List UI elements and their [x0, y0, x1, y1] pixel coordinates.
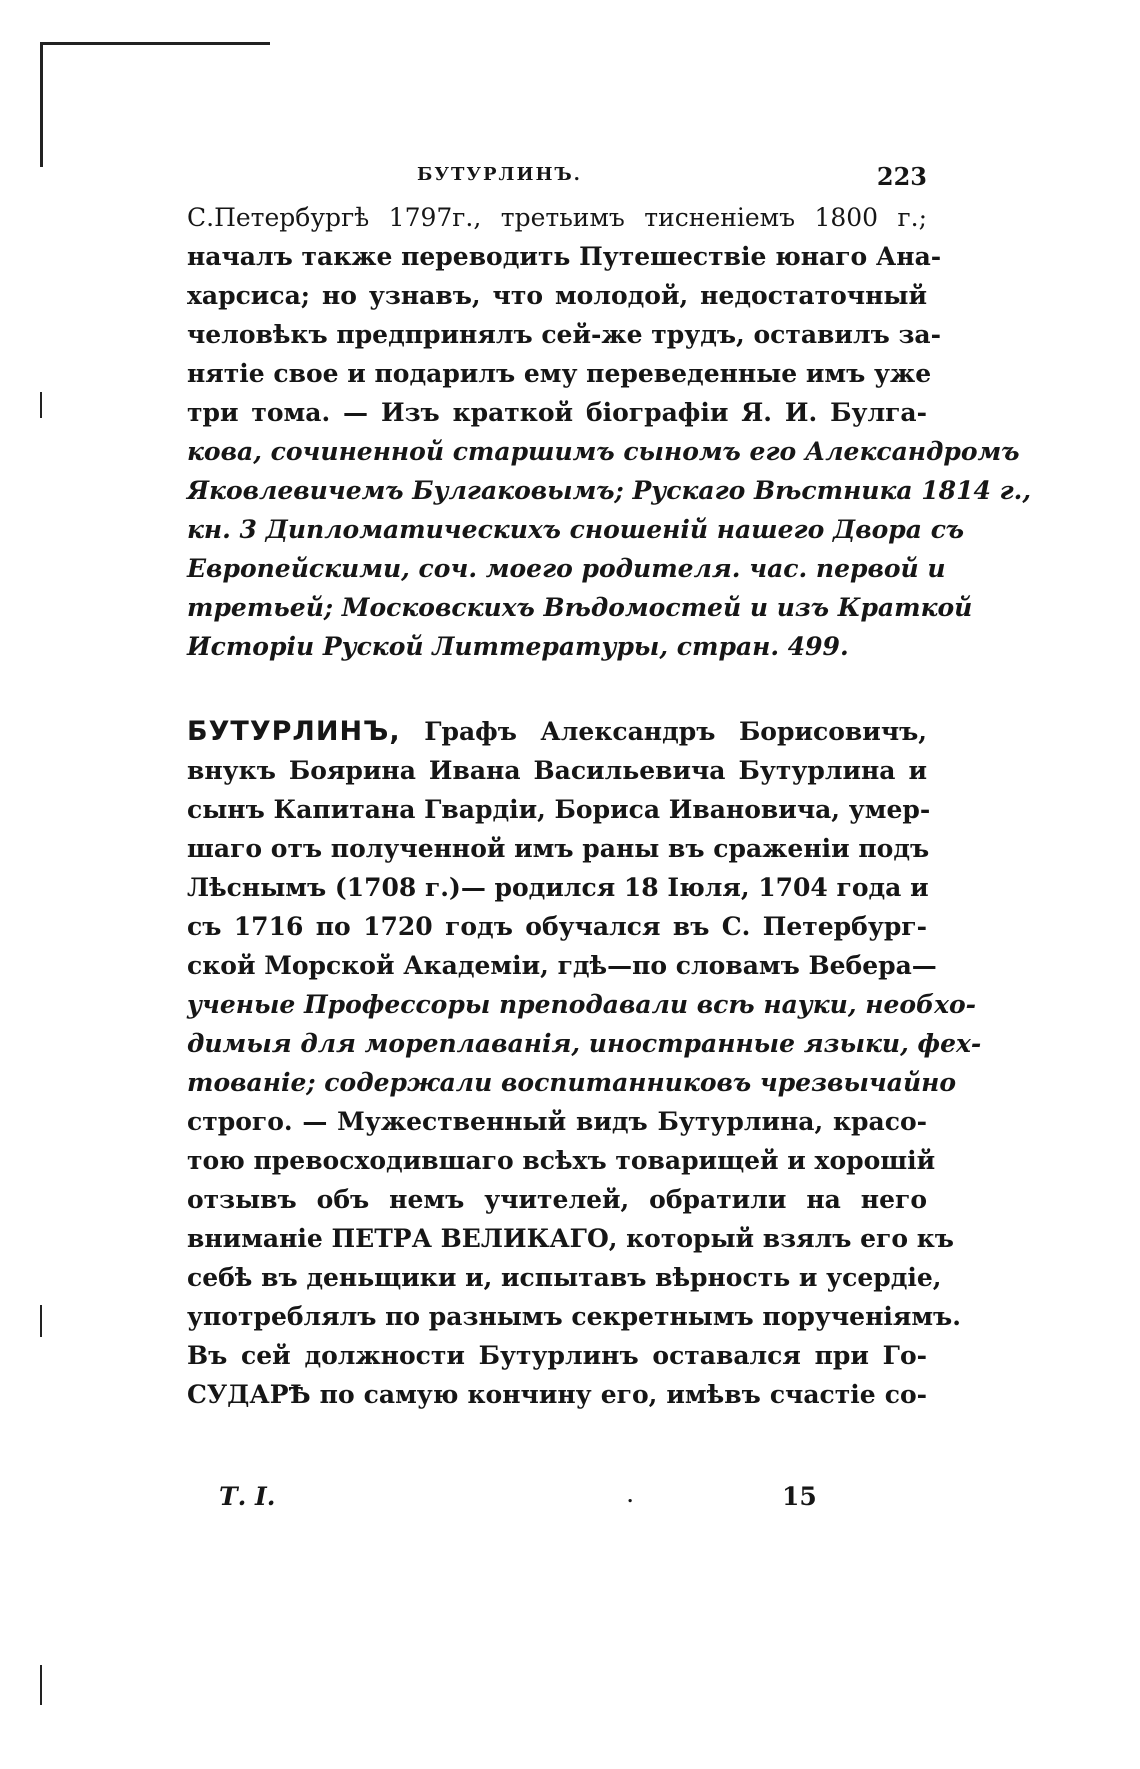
text-line: человѣкъ предпринялъ сей-же трудъ, оставилъ за-	[187, 320, 941, 349]
text-line: началъ также переводить Путешествіе юнаго Ана-	[187, 242, 942, 271]
text-line: С.Петербургѣ 1797г., третьимъ тисненіемъ 1800 г.;	[187, 203, 927, 232]
text-line: кн. 3 Дипломатическихъ сношеній нашего Двора съ	[187, 515, 965, 544]
page-footer	[187, 1482, 927, 1522]
scan-corner-mark-horizontal	[40, 42, 270, 45]
margin-tick-mark	[40, 1305, 42, 1337]
text-line: Исторіи Руской Литтературы, стран. 499.	[187, 632, 849, 661]
text-line: вниманіе ПЕТРА ВЕЛИКАГО, который взялъ его къ	[187, 1224, 954, 1253]
text-line: харсиса; но узнавъ, что молодой, недостаточный	[187, 281, 927, 310]
entry-paragraph	[187, 712, 982, 1414]
text-line: Европейскими, соч. моего родителя. час. первой и	[187, 554, 946, 583]
running-head-title: БУТУРЛИНЪ.	[417, 164, 582, 185]
scan-corner-mark-vertical	[40, 42, 43, 167]
text-line: тованіе; содержали воспитанниковъ чрезвычайно	[187, 1068, 957, 1097]
text-line: третьей; Московскихъ Вѣдомостей и изъ Краткой	[187, 593, 973, 622]
text-line: димыя для мореплаванія, иностранные языки, фех-	[187, 1029, 982, 1058]
text-line: Въ сей должности Бутурлинъ оставался при Го-	[187, 1341, 927, 1370]
page-number: 223	[876, 162, 927, 191]
text-line: СУДАРѢ по самую кончину его, имѣвъ счастіе со-	[187, 1380, 927, 1409]
text-line: шаго отъ полученной имъ раны въ сраженіи подъ	[187, 834, 930, 863]
text-line: ученые Профессоры преподавали всѣ науки, необхо-	[187, 990, 977, 1019]
text-line: сынъ Капитана Гвардіи, Бориса Ивановича, умер-	[187, 795, 931, 824]
running-head	[187, 158, 927, 198]
text-line: отзывъ объ немъ учителей, обратили на него	[187, 1185, 927, 1214]
text-line: себѣ въ деньщики и, испытавъ вѣрность и усердіе,	[187, 1263, 942, 1292]
margin-tick-mark	[40, 392, 42, 418]
book-page	[187, 158, 1032, 1414]
text-line: Яковлевичемъ Булгаковымъ; Рускаго Вѣстника 1814 г.,	[187, 476, 1032, 505]
margin-tick-mark	[40, 1665, 42, 1705]
text-line: нятіе свое и подарилъ ему переведенные имъ уже	[187, 359, 932, 388]
text-line: тою превосходившаго всѣхъ товарищей и хорошій	[187, 1146, 936, 1175]
text-line: три тома. — Изъ краткой біографіи Я. И. Булга-	[187, 398, 927, 427]
text-line: ской Морской Академіи, гдѣ—по словамъ Вебера—	[187, 951, 937, 980]
text-line: кова, сочиненной старшимъ сыномъ его Александромъ	[187, 437, 1020, 466]
entry-head-word: БУТУРЛИНЪ,	[187, 716, 401, 747]
text-line: употреблялъ по разнымъ секретнымъ порученіямъ.	[187, 1302, 961, 1331]
text-line: строго. — Мужественный видъ Бутурлина, красо-	[187, 1107, 927, 1136]
text-line: съ 1716 по 1720 годъ обучался въ С. Петербург-	[187, 912, 927, 941]
text-line: БУТУРЛИНЪ, Графъ Александръ Борисовичъ,	[187, 716, 927, 747]
text-line: Лѣснымъ (1708 г.)— родился 18 Іюля, 1704 года и	[187, 873, 929, 902]
continuation-paragraph	[187, 198, 1032, 666]
footer-dot: .	[627, 1486, 634, 1507]
signature-mark: Т. I.	[219, 1482, 276, 1511]
signature-number: 15	[782, 1482, 817, 1511]
text-line: внукъ Боярина Ивана Васильевича Бутурлина и	[187, 756, 927, 785]
